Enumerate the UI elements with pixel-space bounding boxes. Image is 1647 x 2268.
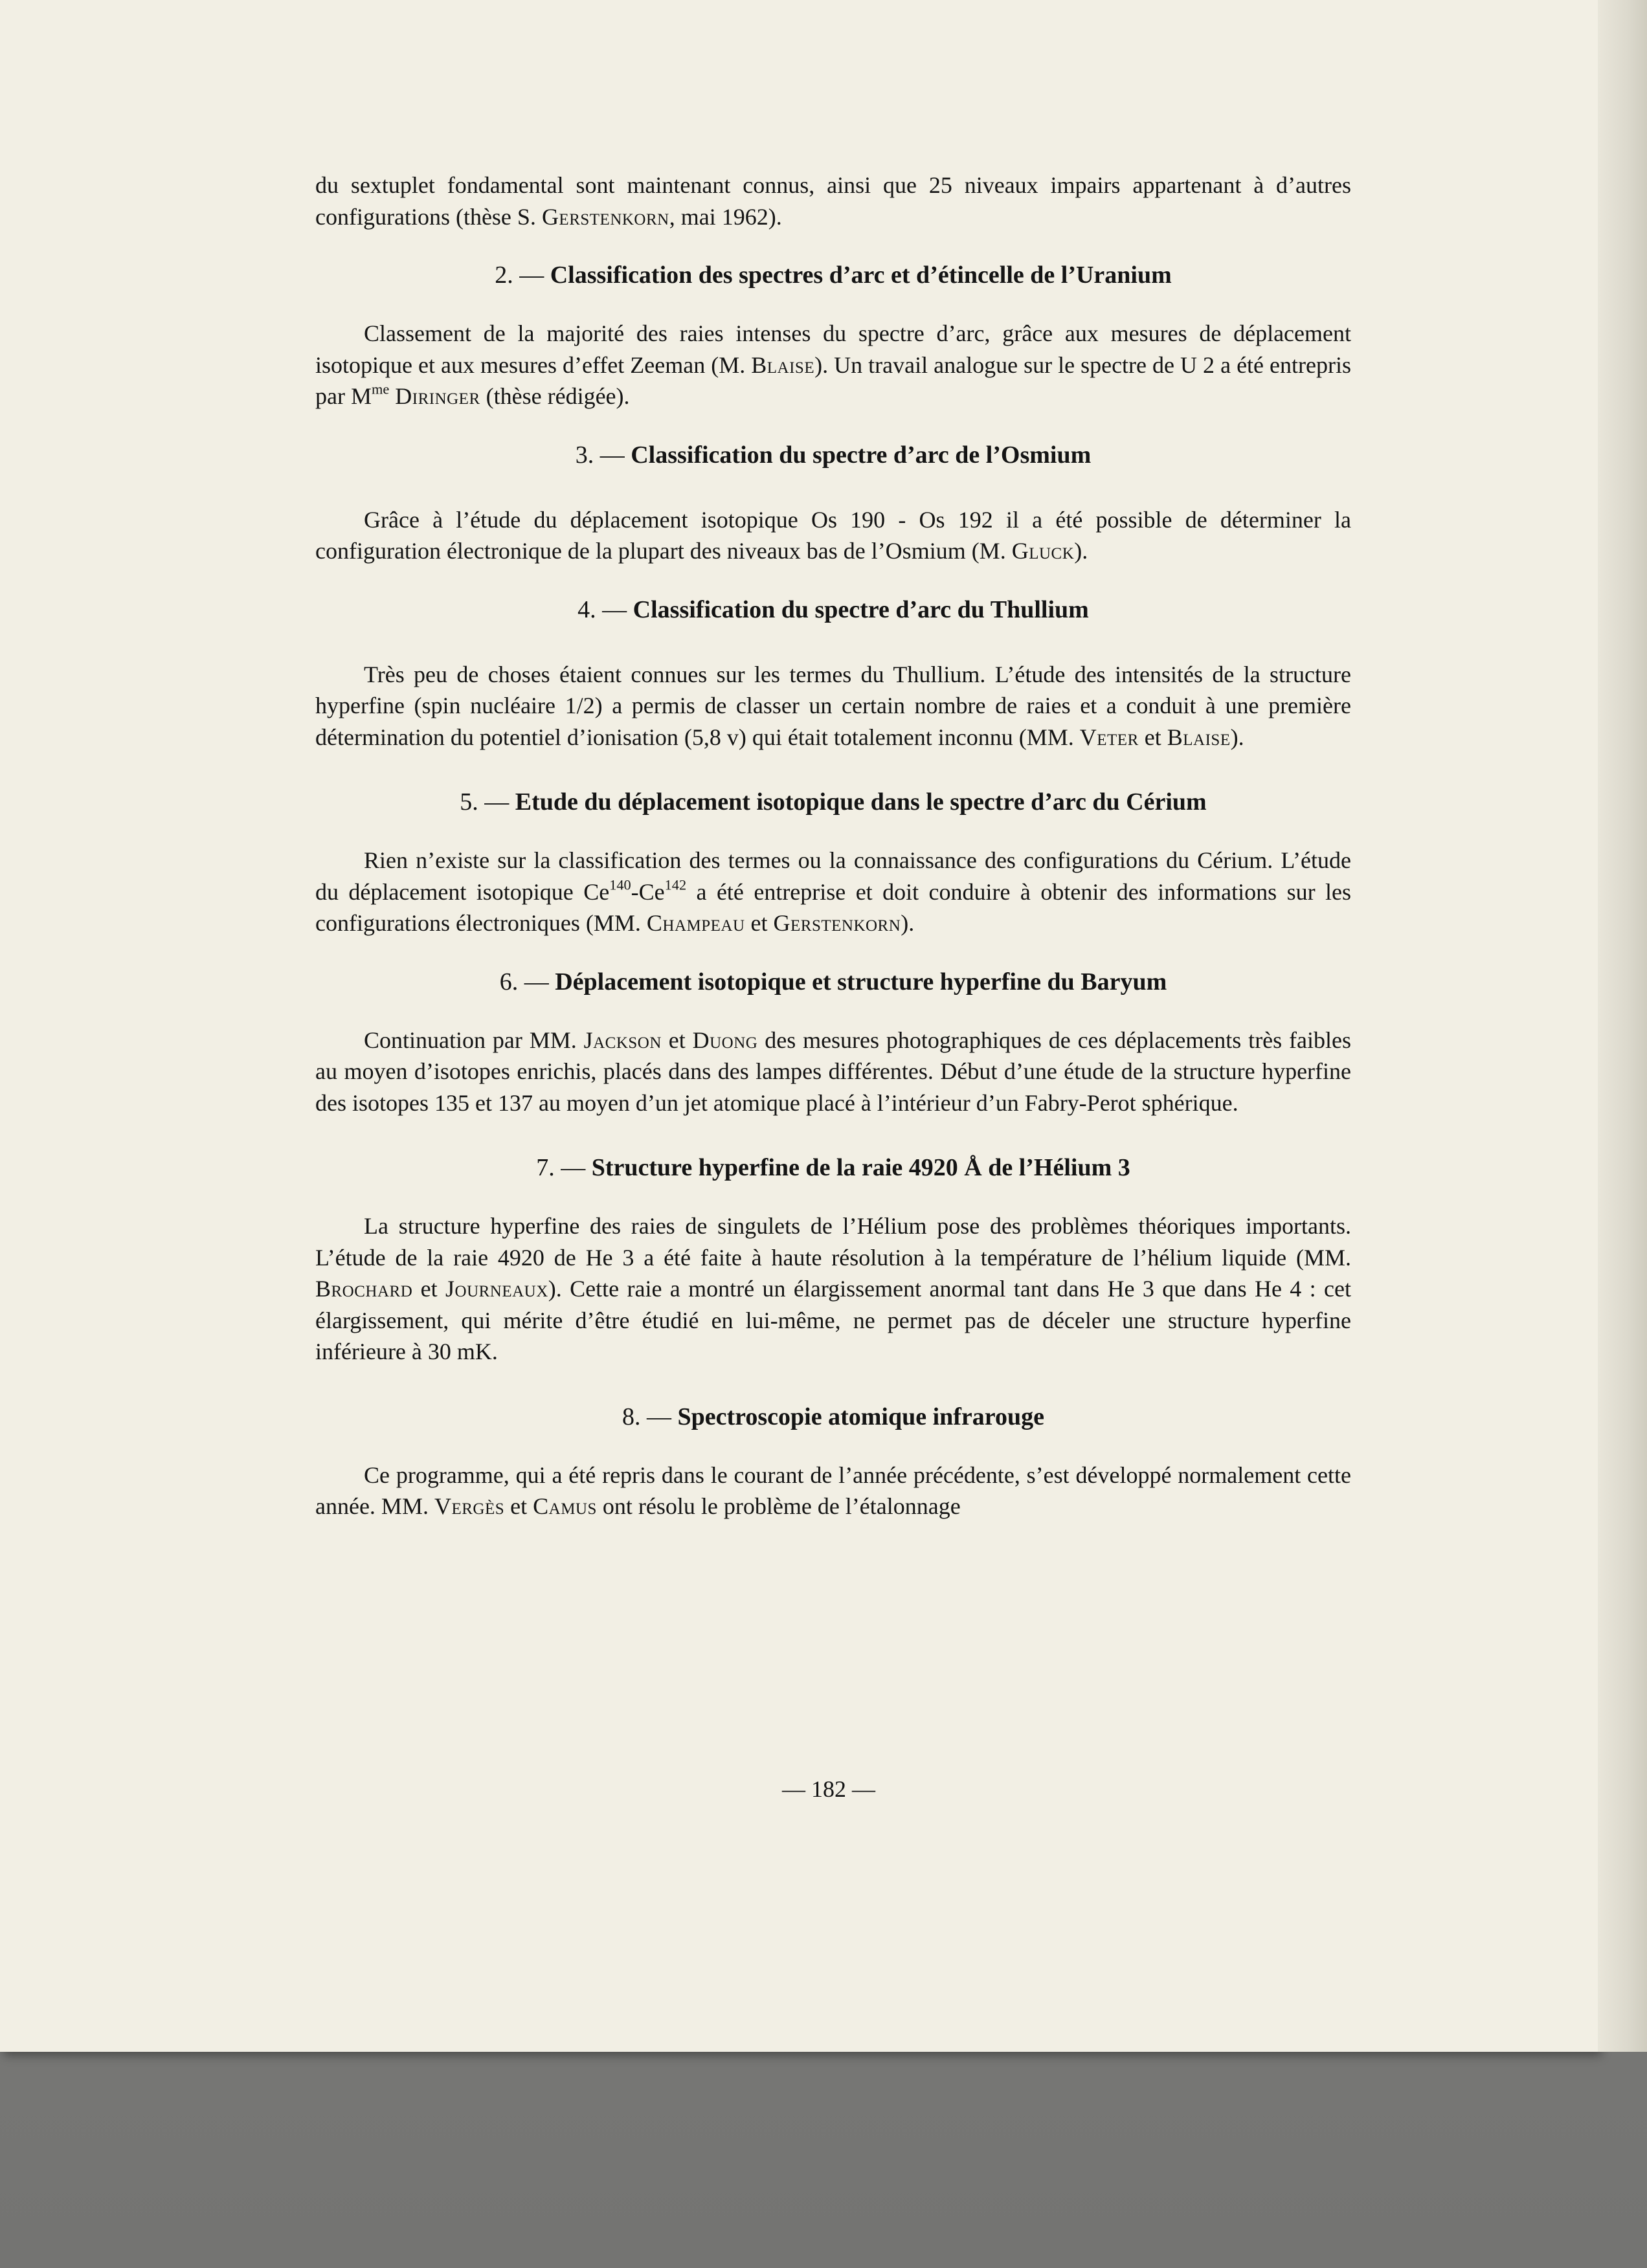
author-name: Blaise: [751, 351, 815, 378]
text-run: Classement de la majorité des raies intenses du spectre d’arc, grâce aux mesures de déplacement isotopique et aux mesures d’effet Zeeman (M.: [315, 320, 1351, 378]
superscript: 140: [609, 876, 631, 893]
section-paragraph-3: [315, 504, 1351, 567]
text-run: Très peu de choses étaient connues sur les termes du Thullium. L’étude des intensités de la structure hyperfine (spin nucléaire 1/2) a permis de classer un certain nombre de raies et a conduit à une première détermination du potentiel d’ionisation (5,8 v) qui était totalement inconnu (MM.: [315, 661, 1351, 750]
superscript: 142: [664, 876, 687, 893]
page-number: — 182 —: [782, 1776, 875, 1802]
text-run: a été entreprise et doit conduire à obtenir des informations sur les configurations électroniques (MM.: [315, 878, 1351, 936]
text-run: ).: [1230, 724, 1244, 750]
author-name: Gerstenkorn: [541, 203, 669, 230]
text-run: ). Un travail analogue sur le spectre de U 2 a été entrepris par M: [315, 351, 1351, 409]
author-name: Camus: [533, 1493, 597, 1519]
section-heading-8: [315, 1401, 1351, 1432]
text-run: Grâce à l’étude du déplacement isotopique Os 190 - Os 192 il a été possible de déterminer la configuration électronique de la plupart des niveaux bas de l’Osmium (M.: [315, 506, 1351, 564]
text-run: et: [504, 1493, 533, 1519]
section-number: 3. —: [575, 441, 625, 469]
author-name: Blaise: [1167, 724, 1231, 750]
author-name: Jackson: [583, 1027, 662, 1053]
section-title: Classification des spectres d’arc et d’étincelle de l’Uranium: [550, 261, 1172, 289]
text-run: Continuation par MM.: [364, 1027, 584, 1053]
section-number: 6. —: [499, 968, 549, 995]
text-run: Ce programme, qui a été repris dans le courant de l’année précédente, s’est développé normalement cette année. MM.: [315, 1462, 1351, 1519]
section-heading-5: [315, 786, 1351, 817]
author-name: Gluck: [1011, 538, 1075, 564]
author-name: Veter: [1079, 724, 1139, 750]
page-edge: [1598, 0, 1647, 2052]
section-title: Spectroscopie atomique infrarouge: [677, 1403, 1044, 1430]
page-text: [315, 170, 1351, 1522]
author-name: Vergès: [434, 1493, 505, 1519]
text-run: La structure hyperfine des raies de singulets de l’Hélium pose des problèmes théoriques importants. L’étude de la raie 4920 de He 3 a été faite à haute résolution à la température de l’hélium liquide (MM.: [315, 1213, 1351, 1271]
author-name: Duong: [692, 1027, 758, 1053]
text-run: du sextuplet fondamental sont maintenant connus, ainsi que 25 niveaux impairs appartenant à d’autres configurations (thèse S.: [315, 172, 1351, 230]
section-paragraph-7: [315, 1210, 1351, 1368]
text-run: ).: [1074, 538, 1088, 564]
section-number: 7. —: [536, 1154, 586, 1181]
text-run: Rien n’existe sur la classification des termes ou la connaissance des configurations du Cérium. L’étude du déplacement isotopique Ce: [315, 847, 1351, 905]
section-heading-3: [315, 439, 1351, 471]
author-name: Brochard: [315, 1276, 413, 1302]
section-title: Etude du déplacement isotopique dans le spectre d’arc du Cérium: [515, 788, 1207, 816]
author-name: Gerstenkorn: [773, 910, 901, 936]
section-heading-4: [315, 594, 1351, 625]
text-run: -Ce: [631, 878, 665, 905]
text-run: ). Cette raie a montré un élargissement anormal tant dans He 3 que dans He 4 : cet élargissement, qui mérite d’être étudié en lui-même, ne permet pas de déceler une structure hyperfine inférieure à 30 mK.: [315, 1276, 1352, 1364]
text-run: des mesures photographiques de ces déplacements très faibles au moyen d’isotopes enrichis, placés dans des lampes différentes. Début d’une étude de la structure hyperfine des isotopes 135 et 137 au moyen d’un jet atomique placé à l’intérieur d’un Fabry-Perot sphérique.: [315, 1027, 1351, 1116]
text-run: et: [412, 1276, 445, 1302]
section-paragraph-6: [315, 1025, 1351, 1119]
section-paragraph-8: [315, 1460, 1351, 1522]
section-number: 5. —: [460, 788, 510, 816]
text-run: (thèse rédigée).: [480, 383, 630, 409]
text-run: , mai 1962).: [669, 203, 782, 230]
author-name: Diringer: [395, 383, 480, 409]
text-run: ).: [901, 910, 915, 936]
superscript: me: [371, 381, 390, 397]
text-run: et: [745, 910, 774, 936]
section-title: Classification du spectre d’arc du Thullium: [633, 595, 1089, 623]
section-number: 8. —: [622, 1403, 672, 1430]
section-heading-2: [315, 260, 1351, 291]
section-title: Déplacement isotopique et structure hyperfine du Baryum: [555, 968, 1167, 995]
section-paragraph-2: [315, 318, 1351, 412]
section-number: 2. —: [495, 261, 544, 289]
section-heading-6: [315, 966, 1351, 997]
intro-paragraph: [315, 170, 1351, 232]
section-number: 4. —: [577, 595, 627, 623]
section-paragraph-4: [315, 659, 1351, 753]
text-run: ont résolu le problème de l’étalonnage: [596, 1493, 961, 1519]
text-run: [389, 383, 395, 409]
section-title: Classification du spectre d’arc de l’Osmium: [631, 441, 1092, 469]
author-name: Champeau: [646, 910, 745, 936]
text-run: et: [661, 1027, 693, 1053]
section-heading-7: [315, 1152, 1351, 1183]
section-paragraph-5: [315, 845, 1351, 939]
section-title: Structure hyperfine de la raie 4920 Å de l’Hélium 3: [591, 1154, 1130, 1181]
author-name: Journeaux: [445, 1276, 548, 1302]
text-run: et: [1138, 724, 1167, 750]
